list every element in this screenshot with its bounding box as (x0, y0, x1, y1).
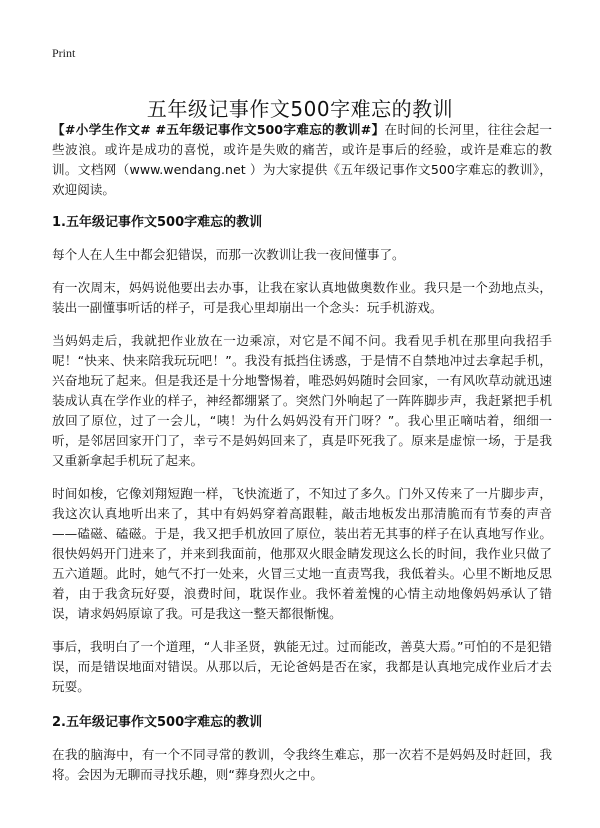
section-2-heading: 2.五年级记事作文500字难忘的教训 (52, 715, 263, 730)
intro-text: 在时间的长河里，往往会起一些波浪。或许是成功的喜悦，或许是失败的痛苦，或许是事后的经验，或许是难忘的教训。文档网（www.wendang.net ）为大家提供《五年级记事作文500字难忘的教训》，欢迎阅读。 (52, 122, 553, 197)
section-1-paragraph-1: 每个人在人生中都会犯错误，而那一次教训让我一夜间懂事了。 (52, 247, 405, 262)
section-1-paragraph-3: 当妈妈走后，我就把作业放在一边乘凉，对它是不闻不问。我看见手机在那里向我招手呢！“快来、快来陪我玩玩吧！”。我没有抵挡住诱惑，于是情不自禁地冲过去拿起手机，兴奋地玩了起来。但是我还是十分地警惕着，唯恐妈妈随时会回家，一有风吹草动就迅速装成认真在学作业的样子，神经都绷紧了。突然门外响起了一阵阵脚步声，我赶紧把手机放回了原位，过了一会儿，“咦！为什么妈妈没有开门呀？”。我心里正嘀咕着，细细一听，是邻居回家开门了，幸亏不是妈妈回来了，真是吓死我了。原来是虚惊一场，于是我又重新拿起手机玩了起来。 (52, 333, 552, 468)
intro-paragraph (52, 120, 552, 200)
page-title: 五年级记事作文500字难忘的教训 (146, 97, 454, 122)
section-1-paragraph-2: 有一次周末，妈妈说他要出去办事，让我在家认真地做奥数作业。我只是一个劲地点头，装出一副懂事听话的样子，可是我心里却崩出一个念头：玩手机游戏。 (52, 280, 552, 315)
article-body (52, 120, 552, 798)
print-label: Print (52, 46, 76, 60)
section-1-paragraph-5: 事后，我明白了一个道理，“人非圣贤，孰能无过。过而能改，善莫大焉。”可怕的不是犯错误，而是错误地面对错误。从那以后，无论爸妈是否在家，我都是认真地完成作业后才去玩耍。 (52, 639, 552, 694)
section-1-heading: 1.五年级记事作文500字难忘的教训 (52, 215, 263, 230)
section-2-paragraph-1: 在我的脑海中，有一个不同寻常的教训，令我终生难忘，那一次若不是妈妈及时赶回，我将。会因为无聊而寻找乐趣，则“葬身烈火之中。 (52, 747, 552, 782)
intro-tags: 【#小学生作文# #五年级记事作文500字难忘的教训#】 (52, 122, 385, 137)
section-1-paragraph-4: 时间如梭，它像刘翔短跑一样，飞快流逝了，不知过了多久。门外又传来了一片脚步声，我这次认真地听出来了，其中有妈妈穿着高跟鞋，敲击地板发出那清脆而有节奏的声音——磕磁、磕磁。于是，我又把手机放回了原位，装出若无其事的样子在认真地写作业。很快妈妈开门进来了，并来到我面前，他那双火眼金睛发现这么长的时间，我作业只做了五六道题。此时，她气不打一处来，火冒三丈地一直责骂我，我低着头。心里不断地反思着，由于我贪玩好耍，浪费时间，耽误作业。我怀着羞愧的心情主动地像妈妈承认了错误，请求妈妈原谅了我。可是我这一整天都很惭愧。 (52, 486, 552, 621)
